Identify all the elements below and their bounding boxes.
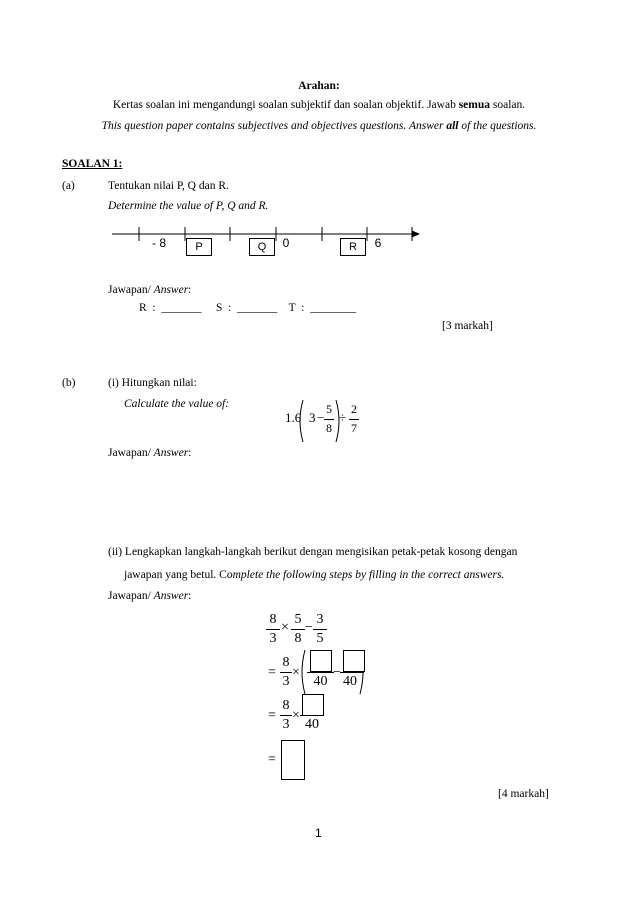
expression-fraction-bar-2-7 — [349, 419, 359, 420]
part-a-text-malay: Tentukan nilai P, Q dan R. — [108, 180, 229, 192]
expression-minus: − — [317, 410, 325, 425]
expression-three: 3 — [309, 410, 316, 425]
step3-bar-2 — [300, 715, 324, 716]
emphasis-all: all — [446, 120, 459, 132]
step1-denominator-8: 8 — [294, 631, 302, 646]
instructions-english: This question paper contains subjectives and objectives questions. Answer all of the questions. — [101, 120, 537, 132]
step3-bar-1 — [280, 715, 292, 716]
instructions-title: Arahan: — [298, 80, 340, 92]
expression-fraction-bar-5-8 — [324, 419, 334, 420]
step2-minus: − — [333, 665, 341, 680]
number-line-box-q: Q — [249, 238, 275, 256]
part-b-i-text-english: Calculate the value of: — [124, 398, 230, 410]
expression-coefficient: 1.6 — [285, 410, 302, 425]
step3-blank-numerator[interactable] — [302, 694, 324, 716]
step2-times: × — [292, 665, 300, 680]
instructions-malay: Kertas soalan ini mengandungi soalan subjektif dan soalan objektif. Jawab semua soalan. — [112, 99, 526, 111]
number-line-zero: 0 — [282, 236, 290, 250]
step1-bar-2 — [291, 629, 305, 630]
part-b-i-text-malay: (i) Hitungkan nilai: — [108, 377, 197, 389]
step3-equals: = — [268, 708, 276, 723]
part-a-answer-blanks: R : _______ S : _______ T : ________ — [139, 302, 357, 314]
number-line-minus-8: - 8 — [151, 236, 166, 250]
step2-bar-1 — [280, 672, 292, 673]
part-b-ii-text-line1: (ii) Lengkapkan langkah-langkah berikut dengan mengisikan petak-petak kosong dengan — [108, 546, 518, 558]
expression-denominator-7: 7 — [351, 421, 357, 435]
part-b-label: (b) — [62, 377, 76, 389]
step1-numerator-8: 8 — [269, 612, 277, 627]
step3-times: × — [292, 708, 300, 723]
step1-bar-3 — [313, 629, 327, 630]
step2-equals: = — [268, 665, 276, 680]
step1-denominator-5: 5 — [316, 631, 324, 646]
expression-divide: ÷ — [339, 410, 347, 425]
part-a-marks: [3 markah] — [442, 320, 493, 332]
step1-minus: − — [305, 620, 313, 635]
expression-numerator-2: 2 — [351, 402, 357, 416]
step2-numerator-8: 8 — [282, 655, 290, 670]
number-line-box-p: P — [186, 238, 212, 256]
question-1-heading: SOALAN 1: — [62, 158, 123, 170]
page-number: 1 — [315, 826, 322, 840]
step1-numerator-5: 5 — [294, 612, 302, 627]
step2-denominator-3: 3 — [282, 674, 290, 689]
number-line — [0, 220, 638, 270]
step2-bar-3 — [340, 672, 364, 673]
emphasis-semua: semua — [458, 99, 491, 111]
number-line-box-r: R — [340, 238, 366, 256]
step3-numerator-8: 8 — [282, 698, 290, 713]
step4-equals: = — [268, 752, 276, 767]
step2-blank-numerator-2[interactable] — [343, 650, 365, 672]
step1-bar-1 — [266, 629, 280, 630]
part-b-ii-text-line2: jawapan yang betul. Complete the following steps by filling in the correct answers. — [124, 569, 505, 581]
part-b-i-answer-label: Jawapan/ Answer: — [108, 447, 192, 459]
step2-denominator-40-a: 40 — [313, 674, 328, 689]
step1-denominator-3: 3 — [269, 631, 277, 646]
part-b-ii-answer-label: Jawapan/ Answer: — [108, 590, 192, 602]
step3-denominator-40: 40 — [305, 717, 319, 732]
step1-numerator-3: 3 — [316, 612, 324, 627]
step2-bar-2 — [307, 672, 334, 673]
step1-times: × — [281, 620, 289, 635]
step4-blank-answer[interactable] — [281, 740, 305, 780]
part-a-label: (a) — [62, 180, 75, 192]
step2-blank-numerator-1[interactable] — [310, 650, 332, 672]
expression-denominator-8: 8 — [326, 421, 332, 435]
number-line-six: 6 — [374, 236, 382, 250]
part-b-marks: [4 markah] — [498, 788, 549, 800]
part-a-text-english: Determine the value of P, Q and R. — [108, 200, 269, 212]
step3-denominator-3: 3 — [282, 717, 290, 732]
part-a-answer-label: Jawapan/ Answer: — [108, 284, 192, 296]
expression-numerator-5: 5 — [326, 402, 332, 416]
step2-denominator-40-b: 40 — [343, 674, 357, 689]
